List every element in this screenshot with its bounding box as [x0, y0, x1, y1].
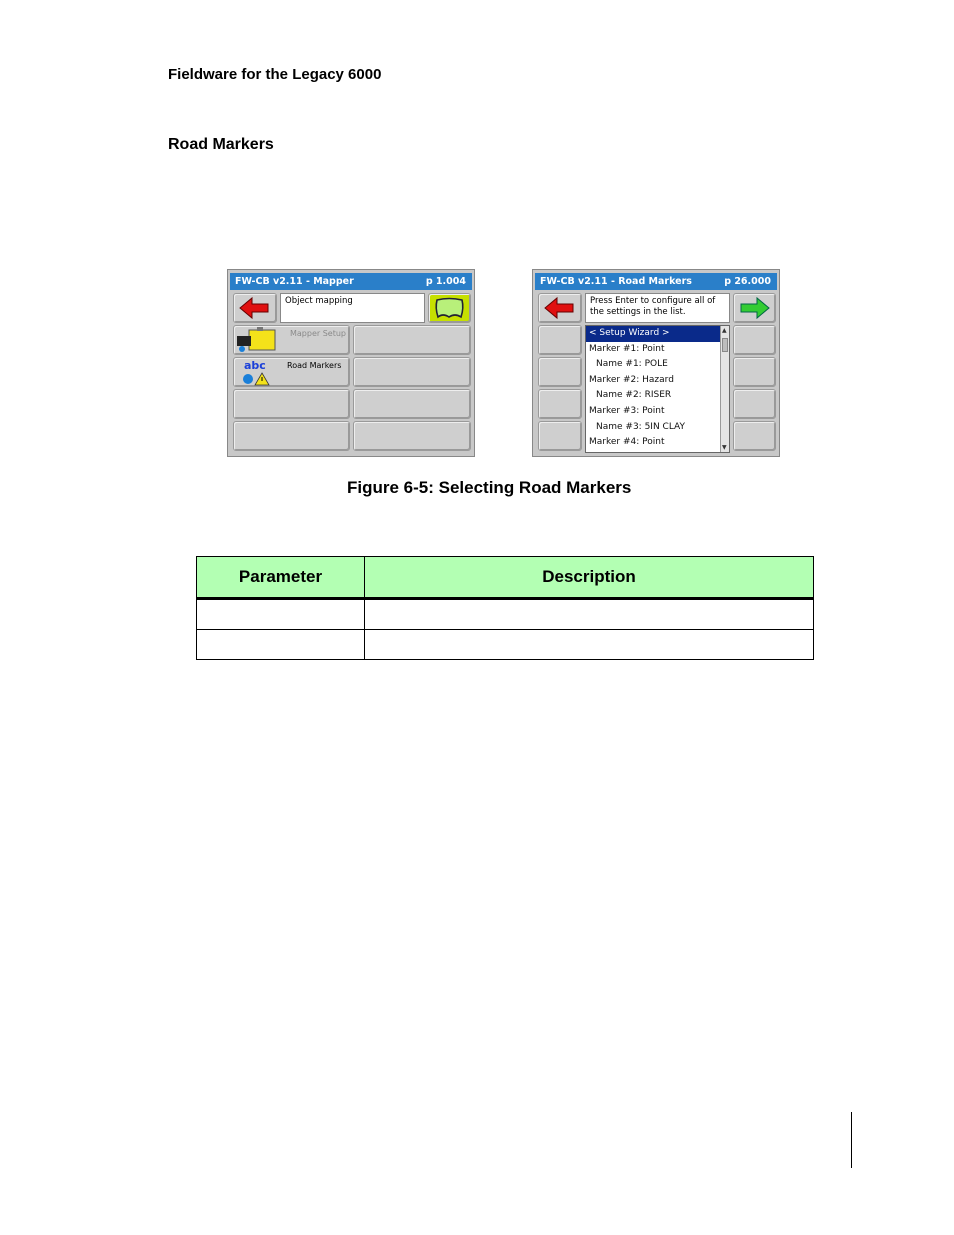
list-scrollbar[interactable]: [720, 326, 729, 452]
table-cell: [365, 599, 814, 630]
empty-button[interactable]: [733, 357, 776, 387]
empty-button[interactable]: [538, 357, 582, 387]
empty-button[interactable]: [733, 421, 776, 451]
section-heading: Road Markers: [168, 136, 274, 153]
road-markers-button[interactable]: [233, 357, 350, 387]
scroll-down-icon[interactable]: ▼: [722, 444, 727, 451]
empty-button[interactable]: [538, 421, 582, 451]
table-cell: [197, 599, 365, 630]
empty-button[interactable]: [538, 389, 582, 419]
table-cell: [365, 630, 814, 660]
mapper-screen: [227, 269, 475, 457]
description-column-header: Description: [365, 557, 814, 599]
road-markers-screen: [532, 269, 780, 457]
empty-button[interactable]: [233, 421, 350, 451]
list-item[interactable]: Marker #4: Point: [589, 437, 665, 448]
road-markers-title-bar: [535, 273, 777, 290]
empty-button[interactable]: [353, 421, 471, 451]
road-markers-page-number: p 26.000: [724, 276, 771, 287]
mapper-message: Object mapping: [285, 296, 353, 306]
parameter-table: [196, 556, 814, 660]
empty-button[interactable]: [353, 325, 471, 355]
mapper-page-number: p 1.004: [425, 276, 466, 287]
road-markers-message: Press Enter to configure all of the settings in the list.: [590, 296, 716, 317]
back-button[interactable]: [233, 293, 277, 323]
empty-button[interactable]: [353, 389, 471, 419]
back-arrow-icon: [234, 294, 276, 322]
road-markers-title: FW-CB v2.11 - Road Markers: [540, 276, 692, 287]
back-button[interactable]: [538, 293, 582, 323]
empty-button[interactable]: [733, 325, 776, 355]
list-item[interactable]: Name #2: RISER: [596, 390, 672, 401]
list-item[interactable]: Marker #2: Hazard: [589, 374, 674, 385]
empty-button[interactable]: [233, 389, 350, 419]
running-header: Fieldware for the Legacy 6000: [168, 66, 382, 83]
next-button[interactable]: [733, 293, 776, 323]
empty-button[interactable]: [733, 389, 776, 419]
figure-caption: Figure 6-5: Selecting Road Markers: [347, 478, 632, 497]
empty-button[interactable]: [538, 325, 582, 355]
road-markers-label: Road Markers: [287, 361, 342, 370]
empty-button[interactable]: [353, 357, 471, 387]
table-header-row: [197, 557, 814, 599]
list-item-setup-wizard[interactable]: < Setup Wizard >: [586, 326, 729, 342]
road-markers-list[interactable]: [585, 325, 730, 453]
scroll-up-icon[interactable]: ▲: [722, 327, 727, 334]
road-markers-message-box: [585, 293, 730, 323]
field-map-icon: [429, 294, 470, 322]
mapper-title: FW-CB v2.11 - Mapper: [235, 276, 354, 287]
next-arrow-icon: [734, 294, 775, 322]
map-button[interactable]: [428, 293, 471, 323]
table-row: [197, 630, 814, 660]
mapper-setup-label: Mapper Setup: [290, 329, 346, 338]
mapper-setup-button[interactable]: [233, 325, 350, 355]
list-item[interactable]: Marker #3: Point: [589, 405, 665, 416]
scroll-thumb[interactable]: [722, 338, 728, 352]
list-item[interactable]: Name #3: 5IN CLAY: [596, 421, 686, 432]
abc-icon-text: abc: [244, 359, 266, 372]
mapper-setup-icon: [235, 326, 279, 354]
margin-rule: [851, 1112, 852, 1168]
list-item[interactable]: Name #1: POLE: [596, 359, 668, 370]
mapper-title-bar: [230, 273, 472, 290]
mapper-message-box: [280, 293, 425, 323]
table-row: [197, 599, 814, 630]
list-item[interactable]: Marker #1: Point: [589, 343, 665, 354]
back-arrow-icon: [539, 294, 581, 322]
parameter-column-header: Parameter: [197, 557, 365, 599]
road-markers-icon: [242, 372, 272, 386]
table-cell: [197, 630, 365, 660]
